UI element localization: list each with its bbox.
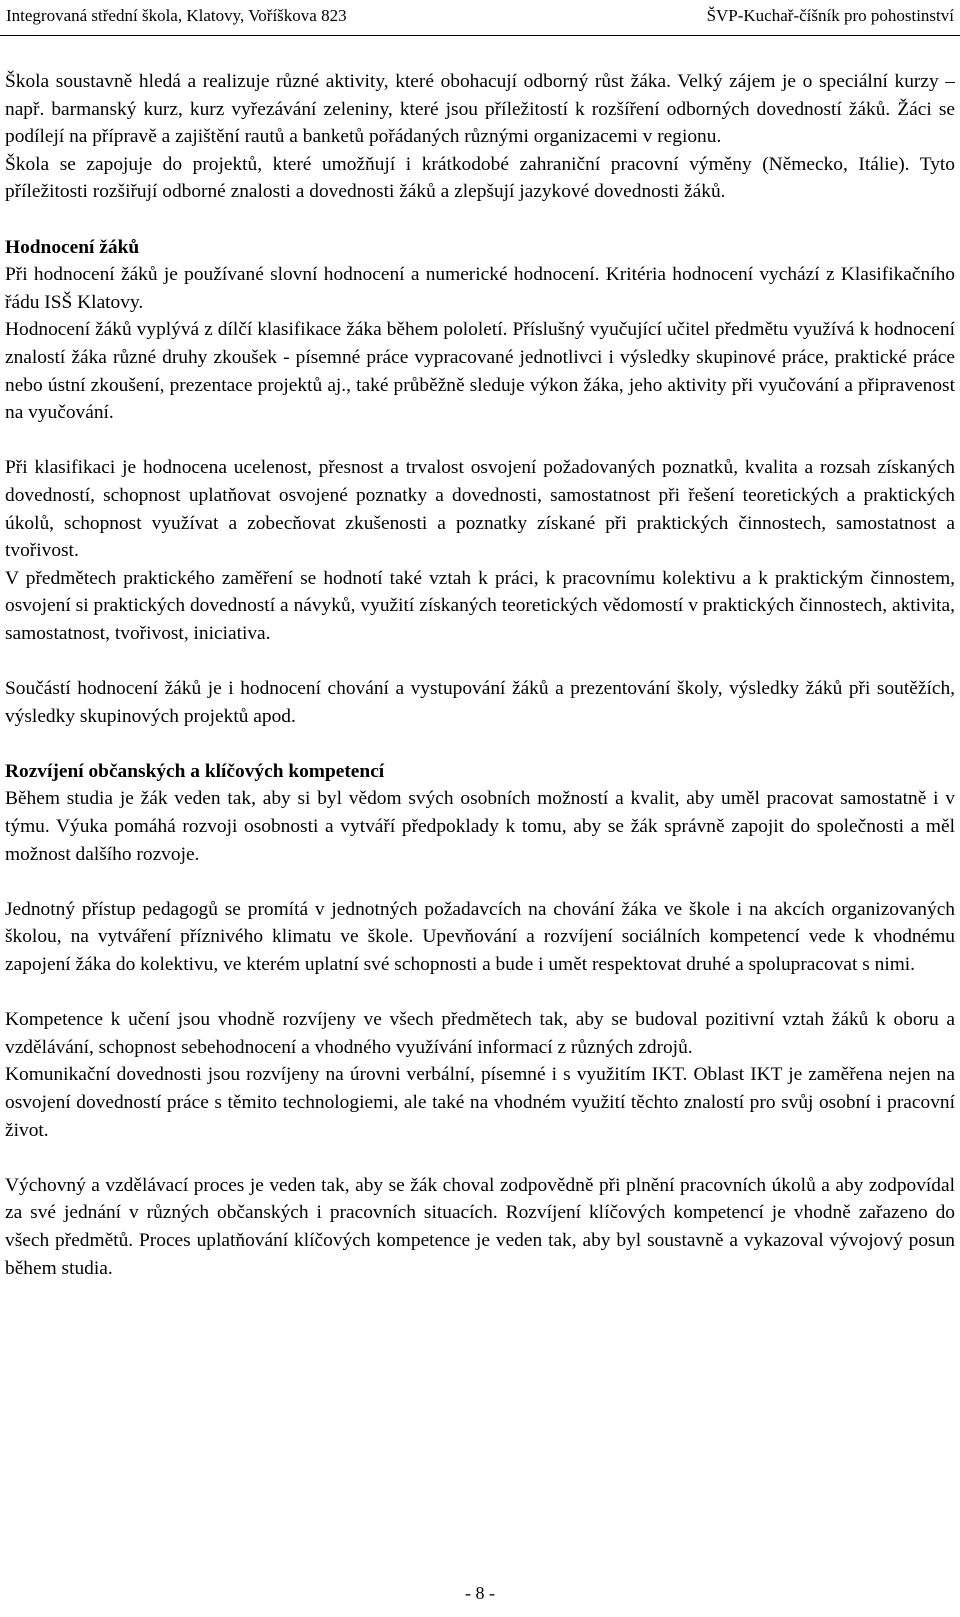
paragraph-activities: Škola soustavně hledá a realizuje různé aktivity, které obohacují odborný růst žáka. Velký zájem je o speciální kurzy – např. barmanský kurz, kurz vyřezávání zeleniny, které jsou příležitostí k rozšíření odborných dovedností žáků. Žáci se podílejí na přípravě a zajištění rautů a banketů pořádaných různými organizacemi v regionu. xyxy=(5,71,955,148)
paragraph-personal-development: Během studia je žák veden tak, aby si byl vědom svých osobních možností a kvalit, aby uměl pracovat samostatně i v týmu. Výuka pomáhá rozvoji osobnosti a vytváří předpoklady k tomu, aby se žák správně zapojit do společnosti a měl možnost dalšího rozvoje. xyxy=(5,788,955,865)
spacer xyxy=(5,206,955,234)
paragraph-evaluation-classification: Hodnocení žáků vyplývá z dílčí klasifikace žáka během pololetí. Příslušný vyučující učitel předmětu využívá k hodnocení znalostí žáka různé druhy zkoušek - písemné práce vypracované jednotlivci i výsledky skupinové práce, praktické práce nebo ústní zkoušení, prezentace projektů aj., také průběžně sleduje výkon žáka, jeho aktivity při vyučování a připravenost na vyučování. xyxy=(5,319,955,424)
paragraph-communication-skills: Komunikační dovednosti jsou rozvíjeny na úrovni verbální, písemné i s využitím IKT. Oblast IKT je zaměřena nejen na osvojení dovedností práce s těmito technologiemi, ale také na vhodném využití těchto znalostí pro svůj osobní i pracovní život. xyxy=(5,1064,955,1141)
paragraph-classification-criteria: Při klasifikaci je hodnocena ucelenost, přesnost a trvalost osvojení požadovaných poznatků, kvalita a rozsah získaných dovedností, schopnost uplatňovat osvojené poznatky a dovednosti, samostatnost při řešení teoretických a praktických úkolů, schopnost využívat a zobecňovat zkušenosti a poznatky získané při praktických činnostech, samostatnost a tvořivost. xyxy=(5,457,955,562)
spacer xyxy=(5,427,955,455)
header-program-name: ŠVP-Kuchař-číšník pro pohostinství xyxy=(706,6,954,25)
paragraph-projects: Škola se zapojuje do projektů, které umožňují i krátkodobé zahraniční pracovní výměny (Německo, Itálie). Tyto příležitosti rozšiřují odborné znalosti a dovednosti žáků a zlepšují jazykové dovednosti žáků. xyxy=(5,153,955,203)
heading-student-evaluation: Hodnocení žáků xyxy=(5,236,140,258)
paragraph-educational-process: Výchovný a vzdělávací proces je veden tak, aby se žák choval zodpovědně při plnění pracovních úkolů a aby zodpovídal za své jednání v různých občanských i pracovních situacích. Rozvíjení klíčových kompetencí je vhodně zařazeno do všech předmětů. Proces uplatňování klíčových kompetence je veden tak, aby byl soustavně a vykazoval vývojový posun během studia. xyxy=(5,1174,955,1279)
spacer xyxy=(5,647,955,675)
page-header xyxy=(0,0,960,36)
paragraph-evaluation-method: Při hodnocení žáků je používané slovní hodnocení a numerické hodnocení. Kritéria hodnocení vychází z Klasifikačního řádu ISŠ Klatovy. xyxy=(5,264,955,313)
heading-competences: Rozvíjení občanských a klíčových kompetencí xyxy=(5,760,385,782)
paragraph-learning-competence: Kompetence k učení jsou vhodně rozvíjeny ve všech předmětech tak, aby se budoval pozitivní vztah žáků k oboru a vzdělávání, schopnost sebehodnocení a vhodného využívání informací z různých zdrojů. xyxy=(5,1009,955,1058)
paragraph-practical-subjects: V předmětech praktického zaměření se hodnotí také vztah k práci, k pracovnímu kolektivu a k praktickým činnostem, osvojení si praktických dovedností a návyků, využití získaných teoretických vědomostí v praktických činnostech, aktivita, samostatnost, tvořivost, iniciativa. xyxy=(5,567,955,644)
paragraph-behaviour-evaluation: Součástí hodnocení žáků je i hodnocení chování a vystupování žáků a prezentování školy, výsledky žáků při soutěžích, výsledky skupinových projektů apod. xyxy=(5,678,955,727)
spacer xyxy=(5,1144,955,1172)
spacer xyxy=(5,979,955,1007)
document-body xyxy=(5,68,955,1282)
spacer xyxy=(5,730,955,758)
spacer xyxy=(5,868,955,896)
page-number: - 8 - xyxy=(465,1583,495,1603)
paragraph-unified-approach: Jednotný přístup pedagogů se promítá v jednotných požadavcích na chování žáka ve škole i na akcích organizovaných školou, na vytváření příznivého klimatu ve škole. Upevňování a rozvíjení sociálních kompetencí vede k vhodnému zapojení žáka do kolektivu, ve kterém uplatní své schopnosti a bude i umět respektovat druhé a spolupracovat s nimi. xyxy=(5,898,955,975)
header-school-name: Integrovaná střední škola, Klatovy, Voříškova 823 xyxy=(6,6,347,25)
